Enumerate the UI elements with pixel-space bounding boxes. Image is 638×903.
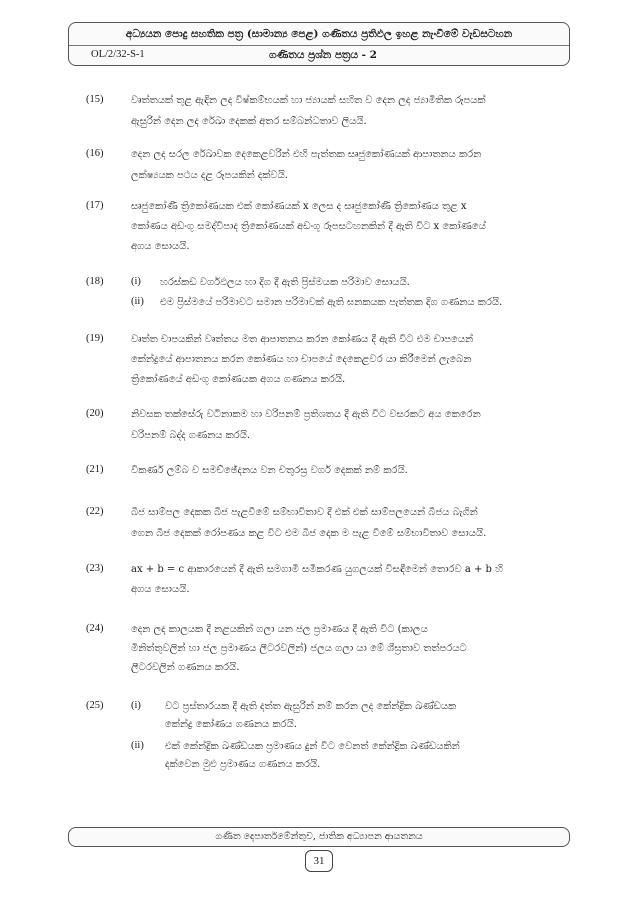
item-number: (15) [86, 94, 104, 105]
item-number: (24) [86, 623, 104, 634]
item-text: සෘජුකෝණී ත්‍රිකෝණයක එක් කෝණයක් x ලෙස ද සෘජුකෝණී ත්‍රිකෝණය තුළ x [131, 201, 467, 212]
item-number: (21) [86, 464, 104, 475]
header-box [68, 22, 570, 66]
item-number: (23) [86, 563, 104, 574]
item-text: අගය සොයයි. [131, 584, 190, 595]
item-text: වරිපනම් බද්ද ගණනය කරයි. [131, 430, 251, 441]
sub-item-text: වට ප්‍රස්තාරයක දී ඇති දත්ත ඇසුරින් නම් කරන ලද කේන්ද්‍රික ඛණ්ඩයක [165, 701, 457, 712]
item-number: (17) [86, 200, 104, 211]
header-divider [69, 45, 569, 46]
item-text: ලක්ෂ්‍යයක පථය දළ රූපයකින් දක්වයි. [131, 170, 288, 181]
sub-item-text: කේන්ද්‍ර කෝණය ගණනය කරයි. [165, 719, 297, 730]
item-text: බීජ සාම්පල දෙකක බීජ පැළවීමේ සම්භාවිතාව දී එක් එක් සාම්පලයෙන් බීජය බැගින් [131, 507, 478, 518]
paper-subtitle: ගණිතය ප්‍රශ්න පත්‍රය - 2 [269, 49, 377, 61]
item-number: (16) [86, 148, 104, 159]
item-text: වෘත්ත චාපයකින් වෘත්තය මත ආපාතනය කරන කෝණය දී ඇති විට එම චාපයෙන් [131, 334, 474, 345]
sub-item-label: (ii) [131, 740, 144, 751]
item-text: ලීටරවලින් ගණනය කරයි. [131, 662, 240, 673]
item-text: ඇසුරින් දෙන ලද රේඛා දෙකක් අතර සම්බන්ධතාව ලියයි. [131, 116, 367, 127]
item-text: ගෙන බීජ දෙකක් රෝපණය කළ විට එම බීජ දෙක ම පැළ වීමේ සම්භාවිතාව සොයයි. [131, 528, 487, 539]
item-number: (19) [86, 333, 104, 344]
item-text: විකර්ණ ලම්බ ව සමච්ඡේදනය වන චතුරස්‍ර වර්ග දෙකක් නම් කරයි. [131, 465, 408, 476]
item-text: කේන්ද්‍රයේ ආපාතනය කරන කෝණය හා චාපයේ දෙකෙළවර යා කිරීමෙන් ලැබෙන [131, 354, 472, 365]
item-text: ax + b = c ආකාරයෙන් දී ඇති සමගාමී සමීකරණ යුගලයක් විසඳීමෙන් තොරව a + b හි [131, 564, 503, 575]
sub-item-text: එම ප්‍රිස්මයේ පරිමාවට සමාන පරිමාවක් ඇති ඝනකයක පැත්තක දිග ගණනය කරයි. [160, 297, 503, 308]
item-text: කෝණය අඩංගු සමද්විපාද ත්‍රිකෝණයක් අඩංගු රූපසටහනකින් දී ඇති විට x කෝණයේ [131, 221, 486, 232]
item-text: අගය සොයයි. [131, 241, 190, 252]
item-text: දෙන ලද කාලයක දී නළයකින් ගලා යන ජල ප්‍රමාණය දී ඇති විට (කාලය [131, 624, 428, 635]
sub-item-label: (i) [131, 700, 141, 711]
page-number: 31 [305, 850, 333, 872]
sub-item-label: (ii) [131, 296, 144, 307]
sub-item-text: හරස්කඩ වර්ගඵලය හා දිග දී ඇති ප්‍රිස්මයක පරිමාව සොයයි. [160, 277, 410, 288]
item-text: නිවසක තක්සේරු වටිනාකම හා වරිපනම් ප්‍රතිශතය දී ඇති විට වසරකට අය කෙරෙන [131, 409, 481, 420]
paper-code: OL/2/32-S-1 [91, 49, 145, 60]
sub-item-label: (i) [131, 276, 141, 287]
item-text: දෙන ලද සරල රේඛාවක දෙකෙළවරින් එහි පැත්තක සෘජුකෝණයක් ආපාතනය කරන [131, 149, 482, 160]
item-number: (22) [86, 506, 104, 517]
item-text: වෘත්තයක් තුළ ඇඳින ලද විෂ්කම්භයක් හා ජ්‍යායක් සහිත ව දෙන ලද ජ්‍යාමිතික රූපයක් [131, 95, 486, 106]
header-title: අධ්‍යයන පොදු සහතික පත්‍ර (සාමාන්‍ය පෙළ) ගණිතය ප්‍රතිඵල ඉහළ නැංවීමේ වැඩසටහන [125, 28, 513, 40]
footer-box: ගණිත දෙපාර්තමේන්තුව, ජාතික අධ්‍යාපන ආයතනය [68, 827, 570, 847]
item-number: (18) [86, 276, 104, 287]
sub-item-text: දක්වෙන මුළු ප්‍රමාණය ගණනය කරයි. [165, 759, 321, 770]
item-number: (20) [86, 408, 104, 419]
item-text: ත්‍රිකෝණයේ අඩංගු කෝණයක අගය ගණනය කරයි. [131, 374, 346, 385]
sub-item-text: එක් කේන්ද්‍රික ඛණ්ඩයක ප්‍රමාණය දුන් විට වෙනත් කේන්ද්‍රික ඛණ්ඩයකින් [165, 741, 460, 752]
item-text: මිනිත්තුවලින් හා ජල ප්‍රමාණය ලීටරවලින්) ජලය ගලා යා මේ ශීඝ්‍රතාව තත්පරයට [131, 643, 467, 654]
item-number: (25) [86, 700, 104, 711]
